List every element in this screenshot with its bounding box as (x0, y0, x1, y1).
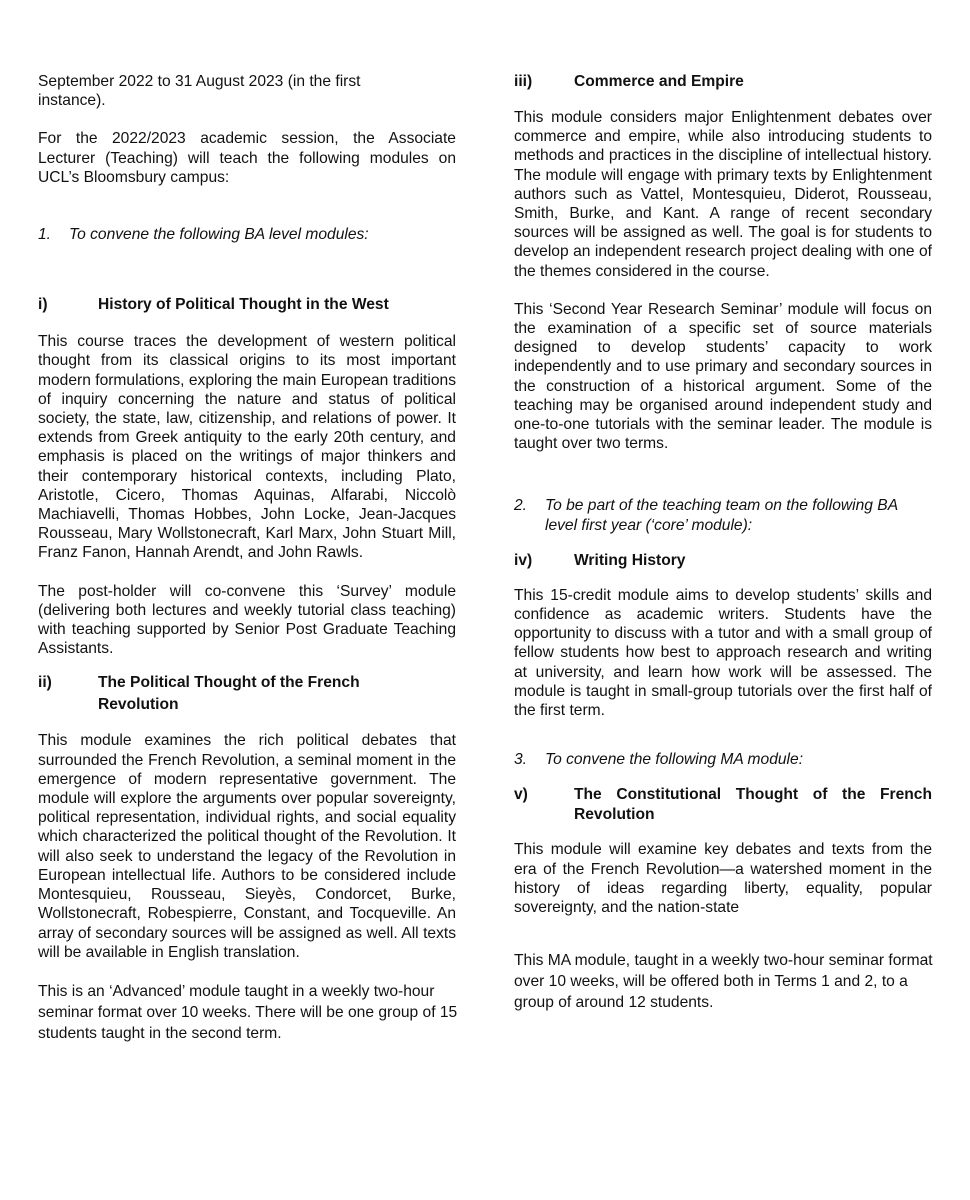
module-number: i) (38, 296, 48, 314)
module-iv-description: This 15-credit module aims to develop students’ skills and confidence as academic writers. Students have the opportunity to discuss with a tutor and with a small group of fellow students how best to approach research and writing at university, and learn how work will be assessed. The module is taught in small-group tutorials over the first half of the first term. (514, 586, 932, 720)
list-number: 1. (38, 226, 52, 244)
module-v-note: This MA module, taught in a weekly two-hour seminar format over 10 weeks, will be offered both in Terms 1 and 2, to a group of around 12 students. (514, 952, 933, 1012)
list-text: To be part of the teaching team on the following BA level first year (‘core’ module): (545, 497, 898, 534)
module-title: Writing History (574, 551, 686, 569)
module-title: The Constitutional Thought of the French Revolution (574, 786, 932, 824)
intro-continuation: September 2022 to 31 August 2023 (in the first instance). (38, 73, 361, 110)
module-v-heading (514, 785, 932, 825)
teaching-team-heading (514, 496, 932, 534)
module-number: ii) (38, 674, 52, 692)
list-number: 2. (514, 497, 528, 515)
list-text: To convene the following BA level modules: (69, 226, 369, 244)
convene-ba-heading (38, 225, 456, 244)
module-title: The Political Thought of the French Revolution (98, 674, 360, 714)
module-title: History of Political Thought in the West (98, 296, 389, 314)
list-number: 3. (514, 751, 528, 769)
module-ii-heading (38, 672, 456, 716)
left-column (38, 72, 456, 1044)
module-iv-heading (514, 550, 932, 572)
module-v-description: This module will examine key debates and texts from the era of the French Revolution—a watershed moment in the history of ideas regarding liberty, equality, popular sovereignty, and the nation-state (514, 841, 932, 917)
module-number: v) (514, 786, 528, 804)
module-title: Commerce and Empire (574, 73, 744, 90)
module-i-note: The post-holder will co-convene this ‘Survey’ module (delivering both lectures and weekly tutorial class teaching) with teaching supported by Senior Post Graduate Teaching Assistants. (38, 582, 456, 658)
module-iii-note: This ‘Second Year Research Seminar’ module will focus on the examination of a specific set of source materials designed to develop students’ capacity to work independently and to use primary and secondary sources in the construction of a historical argument. Some of the teaching may be organised around independent study and one-to-one tutorials with the seminar leader. The module is taught over two terms. (514, 300, 932, 453)
list-text: To convene the following MA module: (545, 751, 804, 769)
module-number: iii) (514, 73, 533, 90)
module-i-description: This course traces the development of western political thought from its classical origins to its most important modern formulations, exploring the main European traditions of inquiry concerning the nature and status of political society, the state, law, citizenship, and relations of power. It extends from Greek antiquity to the early 20th century, and emphasis is placed on the writings of major thinkers and their contemporary historical contexts, including Plato, Aristotle, Cicero, Thomas Aquinas, Alfarabi, Niccolò Machiavelli, Thomas Hobbes, John Locke, Jean-Jacques Rousseau, Mary Wollstonecraft, Karl Marx, John Stuart Mill, Franz Fanon, Hannah Arendt, and John Rawls. (38, 333, 456, 562)
module-number: iv) (514, 551, 533, 569)
intro-paragraph: For the 2022/2023 academic session, the Associate Lecturer (Teaching) will teach the following modules on UCL’s Bloomsbury campus: (38, 130, 456, 186)
right-column (514, 72, 932, 1013)
module-iii-description: This module considers major Enlightenment debates over commerce and empire, while also introducing students to methods and practices in the discipline of intellectual history. The module will engage with primary texts by Enlightenment authors such as Vattel, Montesquieu, Diderot, Rousseau, Smith, Burke, and Kant. A range of recent secondary sources will be assigned as well. The goal is for students to develop an independent research project dealing with one of the themes considered in the course. (514, 109, 932, 280)
module-ii-description: This module examines the rich political debates that surrounded the French Revolution, a seminal moment in the emergence of modern representative government. The module will explore the arguments over popular sovereignty, political representation, individual rights, and social equality which characterized the political thought of the Revolution. It will also seek to understand the legacy of the Revolution in European intellectual life. Authors to be considered include Montesquieu, Rousseau, Sieyès, Condorcet, Burke, Wollstonecraft, Robespierre, Constant, and Tocqueville. An array of secondary sources will be assigned as well. All texts will be available in English translation. (38, 732, 456, 961)
convene-ma-heading (514, 750, 932, 769)
module-iii-heading (514, 71, 932, 93)
module-ii-note: This is an ‘Advanced’ module taught in a weekly two-hour seminar format over 10 weeks. There will be one group of 15 students taught in the second term. (38, 982, 458, 1042)
module-i-heading (38, 294, 456, 316)
